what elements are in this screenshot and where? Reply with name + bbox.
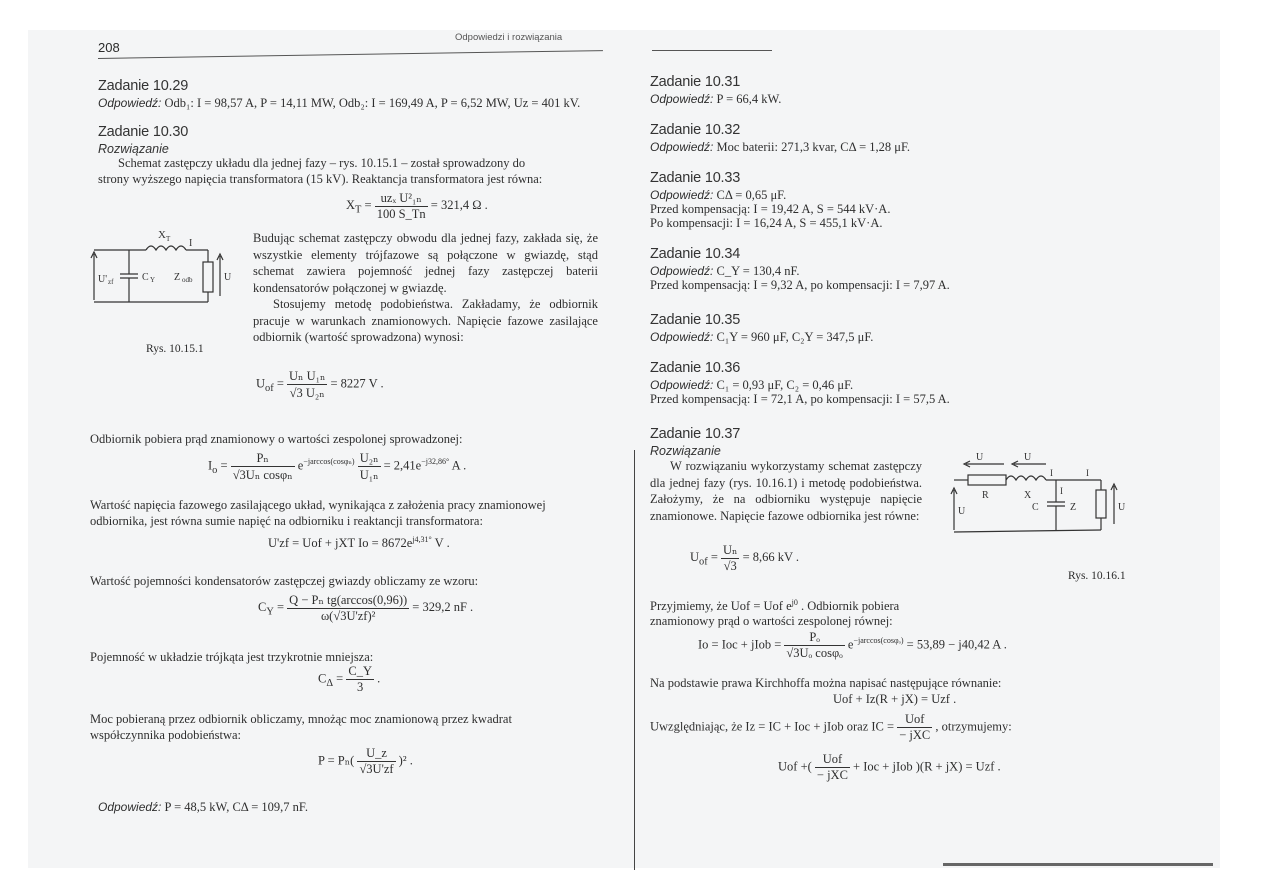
- page-gutter-line: [634, 450, 635, 870]
- task-10-35-answer: Odpowiedź: C₁Y = 960 μF, C₂Y = 347,5 μF.: [650, 330, 874, 344]
- solution-subtitle: Rozwiązanie: [650, 444, 721, 458]
- svg-text:U: U: [1118, 502, 1126, 513]
- svg-text:C: C: [142, 272, 149, 283]
- task-10-34-line2: Przed kompensacją: I = 9,32 A, po kompensacji: I = 7,97 A.: [650, 278, 950, 292]
- paragraph-kirchhoff: Na podstawie prawa Kirchhoffa można napisać następujące równanie:: [650, 676, 1002, 690]
- equation-cdelta: $C_\Delta$ = $\frac{C\_Y}{3}$ .: [318, 664, 381, 694]
- running-head: Odpowiedzi i rozwiązania: [455, 32, 563, 43]
- task-10-30-title: Zadanie 10.30: [98, 124, 189, 140]
- task-10-32-answer: Odpowiedź: Moc baterii: 271,3 kvar, CΔ = 1,28 μF.: [650, 140, 911, 154]
- equation-uof-right: $U_{of}$ = $\frac{\text{Uₙ}}{√3}$ = 8,66 kV .: [690, 543, 800, 573]
- paragraph-power-1: Moc pobieraną przez odbiornik obliczamy, mnożąc moc znamionową przez kwadrat: [90, 712, 512, 726]
- scanned-book-spread: [28, 30, 1220, 868]
- svg-text:X: X: [1024, 490, 1032, 501]
- figure-caption: Rys. 10.15.1: [146, 343, 204, 355]
- bottom-rule: [943, 863, 1213, 866]
- svg-text:X: X: [158, 229, 166, 241]
- task-10-34-answer: Odpowiedź: C_Y = 130,4 nF.: [650, 264, 800, 278]
- task-10-37-paragraph-2b: znamionowy prąd o wartości zespolonej równej:: [650, 614, 893, 628]
- svg-text:I: I: [1086, 468, 1089, 478]
- equation-io-right: Io = Ioc + jIob = $\frac{\text{Pₒ}}{\text{√3Uₒ cosφₒ}}$ $e^{-jarccos(cos\varphi_o)} = 53,89 - j40,42$ A .: [698, 630, 1007, 660]
- task-10-33-line2: Przed kompensacją: I = 19,42 A, S = 544 kV·A.: [650, 202, 891, 216]
- page-number: 208: [98, 40, 120, 55]
- figure-caption: Rys. 10.16.1: [1068, 570, 1126, 582]
- equation-uzf: U'zf = Uof + jXT $Io = 8672e^{j4,31^\circ}$ V .: [268, 535, 450, 551]
- solution-subtitle: Rozwiązanie: [98, 142, 169, 156]
- paragraph-delta: Pojemność w układzie trójkąta jest trzykrotnie mniejsza:: [90, 650, 374, 664]
- task-10-33-title: Zadanie 10.33: [650, 170, 741, 186]
- svg-text:I: I: [189, 238, 193, 249]
- task-10-33-answer: Odpowiedź: CΔ = 0,65 μF.: [650, 188, 787, 202]
- svg-text:U: U: [1024, 452, 1032, 463]
- svg-text:R: R: [982, 490, 989, 501]
- intro-line-1: Schemat zastępczy układu dla jednej fazy – rys. 10.15.1 – został sprowadzony do: [118, 156, 526, 170]
- paragraph-power-2: współczynnika podobieństwa:: [90, 728, 242, 742]
- circuit-diagram-10-16-1: [946, 450, 1146, 550]
- task-10-31-title: Zadanie 10.31: [650, 74, 741, 90]
- header-rule: [98, 50, 603, 59]
- side-paragraph-1: Budując schemat zastępczy obwodu dla jednej fazy, zakłada się, że wszystkie elementy trójfazowe są połączone w gwiazdę, stąd schemat zawiera pojemność jednej fazy zastępczej baterii kondensatorów połączonej w gwiazdę.: [253, 231, 598, 295]
- paragraph-capacitance: Wartość pojemności kondensatorów zastępczej gwiazdy obliczamy ze wzoru:: [90, 574, 479, 588]
- circuit-diagram-10-15-1: [86, 220, 236, 315]
- task-10-29-answer: [98, 96, 580, 111]
- svg-text:Z: Z: [174, 272, 181, 283]
- left-page: [28, 30, 628, 868]
- paragraph-voltage-2: odbiornika, jest równa sumie napięć na odbiorniku i reaktancji transformatora:: [90, 514, 483, 528]
- equation-power: P = Pₙ( $\frac{U\_z}{√3U'zf}$ )² .: [318, 746, 413, 776]
- paragraph-current: Odbiornik pobiera prąd znamionowy o wartości zespolonej sprowadzonej:: [90, 432, 463, 446]
- task-10-35-title: Zadanie 10.35: [650, 312, 741, 328]
- equation-kirchhoff: Uof + Iz(R + jX) = Uzf .: [833, 692, 957, 706]
- answer-label: Odpowiedź:: [98, 96, 162, 110]
- equation-uof: $U_{of}$ = $\frac{\text{Uₙ U₁ₙ}}{\text{√3 U₂ₙ}}$ = 8227 V .: [256, 369, 384, 400]
- task-10-32-title: Zadanie 10.32: [650, 122, 741, 138]
- task-10-34-title: Zadanie 10.34: [650, 246, 741, 262]
- paragraph-voltage-1: Wartość napięcia fazowego zasilającego układ, wynikająca z założenia pracy znamionowej: [90, 498, 546, 512]
- svg-text:I: I: [1050, 468, 1053, 478]
- svg-text:Z: Z: [1070, 502, 1077, 513]
- svg-text:U: U: [976, 452, 984, 463]
- svg-text:I: I: [1060, 486, 1063, 496]
- svg-text:zf: zf: [108, 278, 114, 286]
- task-10-37-paragraph-2: Przyjmiemy, że Uof = Uof $e^{j0}$ . Odbiornik pobiera: [650, 598, 900, 614]
- svg-text:U: U: [958, 506, 966, 517]
- task-10-30-answer: Odpowiedź: P = 48,5 kW, CΔ = 109,7 nF.: [98, 800, 308, 814]
- task-10-37-title: Zadanie 10.37: [650, 426, 741, 442]
- intro-line-2: strony wyższego napięcia transformatora (15 kV). Reaktancja transformatora jest równa:: [98, 172, 543, 186]
- svg-text:Y: Y: [150, 276, 156, 284]
- task-10-36-line2: Przed kompensacją: I = 72,1 A, po kompensacji: I = 57,5 A.: [650, 392, 950, 406]
- task-10-31-answer: Odpowiedź: P = 66,4 kW.: [650, 92, 782, 106]
- right-page: [628, 30, 1220, 868]
- svg-text:T: T: [166, 235, 171, 243]
- equation-cy: $C_Y$ = $\frac{\text{Q − Pₙ tg(arccos(0,96))}}{\text{ω(√3U'zf)²}}$ = 329,2 nF .: [258, 593, 474, 623]
- equation-io: $I_o$ = $\frac{\text{Pₙ}}{\text{√3Uₙ cosφₙ}}$ $e^{-jarccos(cos\varphi_n)}$ $\frac{\text{U₂ₙ}}{\text{U₁ₙ}}$ = $2,41e^{-j32,86^\circ}$ A .: [208, 451, 467, 482]
- paragraph-considering: Uwzględniając, że Iz = IC + Ioc + jIob oraz IC = $\frac{\text{Uof}}{\text{− jXC}}$ , otrzymujemy:: [650, 712, 1012, 742]
- header-rule: [652, 50, 772, 51]
- svg-text:odb: odb: [182, 276, 193, 284]
- svg-text:C: C: [1032, 502, 1039, 513]
- side-paragraph-2: Stosujemy metodę podobieństwa. Zakładamy, że odbiornik pracuje w warunkach znamionowych. Napięcie fazowe zasilające odbiornik (wartość sprowadzona) wynosi:: [253, 297, 598, 344]
- task-10-36-answer: Odpowiedź: C₁ = 0,93 μF, C₂ = 0,46 μF.: [650, 378, 854, 392]
- equation-xt: $X_T$ = $\frac{\text{uzₓ U²₁ₙ}}{100 S\_Tn}$ = 321,4 Ω .: [346, 191, 488, 221]
- task-10-33-line3: Po kompensacji: I = 16,24 A, S = 455,1 kV·A.: [650, 216, 883, 230]
- task-10-37-paragraph-1: W rozwiązaniu wykorzystamy schemat zastępczy dla jednej fazy (rys. 10.16.1) i metodę podobieństwa. Założymy, że na odbiorniku występuje napięcie znamionowe. Napięcie fazowe odbiornika jest równe:: [650, 459, 922, 523]
- equation-final: Uof +( $\frac{\text{Uof}}{\text{− jXC}}$ + Ioc + jIob )(R + jX) = Uzf .: [778, 752, 1001, 782]
- svg-text:U: U: [224, 272, 232, 283]
- answer-text: Odb₁: I = 98,57 A, P = 14,11 MW, Odb₂: I = 169,49 A, P = 6,52 MW, Uz = 401 kV.: [164, 96, 581, 110]
- task-10-36-title: Zadanie 10.36: [650, 360, 741, 376]
- svg-text:U': U': [98, 274, 108, 285]
- task-10-29-title: Zadanie 10.29: [98, 78, 189, 94]
